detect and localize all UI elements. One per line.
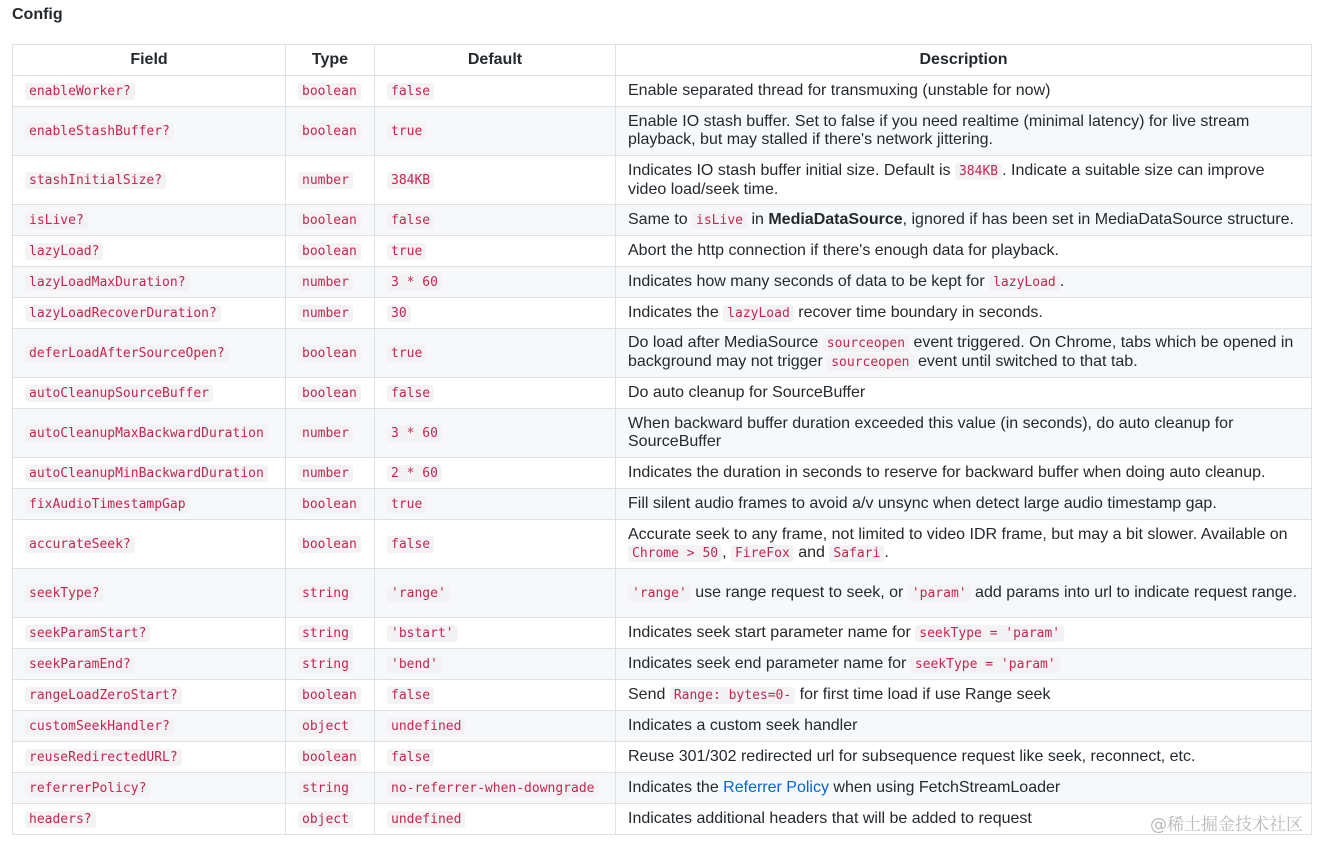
field-cell — [13, 520, 286, 569]
field-cell — [13, 804, 286, 835]
text-segment: Enable IO stash buffer. Set to false if you need realtime (minimal latency) for live stream playback, but may stalled if there's network jittering. — [628, 113, 1250, 148]
default-cell — [375, 267, 616, 298]
table-row — [13, 236, 1312, 267]
inline-code: lazyLoad — [723, 305, 794, 322]
field-cell — [13, 378, 286, 409]
description-text — [628, 113, 1249, 148]
field-code: stashInitialSize? — [25, 172, 166, 189]
field-cell — [13, 107, 286, 156]
description-cell — [616, 409, 1312, 458]
description-text — [628, 748, 1195, 765]
type-code: boolean — [298, 212, 361, 229]
field-cell — [13, 409, 286, 458]
field-code: deferLoadAfterSourceOpen? — [25, 345, 229, 362]
description-cell — [616, 649, 1312, 680]
type-code: boolean — [298, 385, 361, 402]
type-code: string — [298, 625, 353, 642]
default-code: false — [387, 687, 434, 704]
description-cell — [616, 378, 1312, 409]
text-segment: event until switched to that tab. — [913, 353, 1138, 370]
table-row — [13, 649, 1312, 680]
type-code: boolean — [298, 536, 361, 553]
inline-code: Safari — [829, 545, 884, 562]
text-segment: when using FetchStreamLoader — [828, 779, 1061, 796]
description-text — [628, 810, 1032, 827]
field-code: rangeLoadZeroStart? — [25, 687, 182, 704]
field-code: lazyLoadMaxDuration? — [25, 274, 190, 291]
field-cell — [13, 618, 286, 649]
default-cell — [375, 804, 616, 835]
description-cell — [616, 267, 1312, 298]
description-text — [628, 495, 1217, 512]
default-code: 384KB — [387, 172, 434, 189]
inline-code: 'param' — [908, 585, 971, 602]
type-code: number — [298, 425, 353, 442]
text-segment: Indicates additional headers that will be added to request — [628, 810, 1032, 827]
type-code: string — [298, 780, 353, 797]
table-row — [13, 205, 1312, 236]
default-code: true — [387, 496, 426, 513]
default-cell — [375, 107, 616, 156]
text-segment: Abort the http connection if there's enough data for playback. — [628, 242, 1059, 259]
table-row — [13, 711, 1312, 742]
default-code: 2 * 60 — [387, 465, 442, 482]
default-cell — [375, 329, 616, 378]
table-row — [13, 107, 1312, 156]
text-segment: use range request to seek, or — [690, 583, 908, 601]
description-text — [628, 162, 1264, 198]
table-row — [13, 618, 1312, 649]
field-cell — [13, 649, 286, 680]
description-text — [628, 584, 1297, 601]
type-cell — [286, 378, 375, 409]
default-cell — [375, 489, 616, 520]
text-segment: Indicates seek start parameter name for — [628, 623, 916, 641]
text-segment: Do load after MediaSource — [628, 334, 823, 351]
type-cell — [286, 409, 375, 458]
description-text — [628, 686, 1050, 703]
field-code: autoCleanupMinBackwardDuration — [25, 465, 268, 482]
type-cell — [286, 236, 375, 267]
description-text — [628, 415, 1233, 450]
table-row — [13, 267, 1312, 298]
text-segment: . Indicate a suitable size can improve video load/seek time. — [628, 161, 1265, 198]
type-code: boolean — [298, 123, 361, 140]
inline-code: FireFox — [731, 545, 794, 562]
description-text — [628, 211, 1294, 228]
type-cell — [286, 329, 375, 378]
default-code: 30 — [387, 305, 411, 322]
field-cell — [13, 329, 286, 378]
field-code: reuseRedirectedURL? — [25, 749, 182, 766]
field-cell — [13, 76, 286, 107]
text-segment: Indicates how many seconds of data to be kept for — [628, 272, 990, 290]
table-row — [13, 458, 1312, 489]
description-cell — [616, 680, 1312, 711]
default-cell — [375, 649, 616, 680]
default-cell — [375, 205, 616, 236]
field-code: accurateSeek? — [25, 536, 135, 553]
description-cell — [616, 711, 1312, 742]
text-segment: , ignored if has been set in MediaDataSource structure. — [902, 210, 1294, 228]
type-code: string — [298, 585, 353, 602]
column-header-field: Field — [13, 45, 286, 76]
description-cell — [616, 618, 1312, 649]
default-cell — [375, 520, 616, 569]
inline-code: 384KB — [955, 163, 1002, 180]
field-code: fixAudioTimestampGap — [25, 496, 190, 513]
field-code: seekParamStart? — [25, 625, 150, 642]
text-segment: Same to — [628, 210, 693, 228]
inline-code: sourceopen — [827, 354, 913, 371]
inline-code: Range: bytes=0- — [670, 687, 795, 704]
default-cell — [375, 236, 616, 267]
field-cell — [13, 773, 286, 804]
field-code: lazyLoad? — [25, 243, 103, 260]
description-cell — [616, 298, 1312, 329]
type-code: boolean — [298, 687, 361, 704]
default-code: 'range' — [387, 585, 450, 602]
text-segment: Indicates the duration in seconds to reserve for backward buffer when doing auto cleanup. — [628, 464, 1266, 481]
type-code: boolean — [298, 749, 361, 766]
text-segment: , — [722, 543, 731, 561]
column-header-description: Description — [616, 45, 1312, 76]
default-code: undefined — [387, 718, 465, 735]
field-cell — [13, 489, 286, 520]
text-segment: Indicates a custom seek handler — [628, 717, 858, 734]
table-row — [13, 76, 1312, 107]
default-cell — [375, 298, 616, 329]
default-cell — [375, 569, 616, 618]
type-cell — [286, 569, 375, 618]
field-cell — [13, 569, 286, 618]
text-segment: Reuse 301/302 redirected url for subsequence request like seek, reconnect, etc. — [628, 748, 1196, 765]
description-text — [628, 526, 1288, 561]
table-row — [13, 804, 1312, 835]
type-cell — [286, 298, 375, 329]
default-cell — [375, 409, 616, 458]
field-code: autoCleanupSourceBuffer — [25, 385, 213, 402]
table-row — [13, 409, 1312, 458]
type-cell — [286, 156, 375, 205]
description-text — [628, 717, 857, 734]
description-text — [628, 655, 1060, 672]
field-cell — [13, 680, 286, 711]
field-cell — [13, 458, 286, 489]
type-cell — [286, 680, 375, 711]
text-segment: event triggered. On Chrome, tabs which be opened in background may not trigger — [628, 334, 1294, 370]
text-segment: add params into url to indicate request range. — [970, 583, 1298, 601]
default-code: false — [387, 536, 434, 553]
type-code: number — [298, 305, 353, 322]
table-row — [13, 569, 1312, 618]
type-cell — [286, 489, 375, 520]
table-row — [13, 378, 1312, 409]
description-cell — [616, 329, 1312, 378]
description-text — [628, 334, 1293, 370]
default-code: true — [387, 243, 426, 260]
text-segment: Do auto cleanup for SourceBuffer — [628, 384, 866, 401]
table-row — [13, 773, 1312, 804]
description-text — [628, 82, 1050, 99]
inline-code: lazyLoad — [989, 274, 1060, 291]
text-segment: Indicates the — [628, 303, 724, 321]
default-cell — [375, 156, 616, 205]
table-row — [13, 489, 1312, 520]
field-code: referrerPolicy? — [25, 780, 150, 797]
field-cell — [13, 298, 286, 329]
field-code: autoCleanupMaxBackwardDuration — [25, 425, 268, 442]
watermark: @稀土掘金技术社区 — [1150, 815, 1303, 835]
description-cell — [616, 156, 1312, 205]
default-code: false — [387, 83, 434, 100]
default-code: 3 * 60 — [387, 274, 442, 291]
table-row — [13, 298, 1312, 329]
text-segment: Fill silent audio frames to avoid a/v unsync when detect large audio timestamp gap. — [628, 495, 1217, 512]
description-cell — [616, 76, 1312, 107]
field-code: lazyLoadRecoverDuration? — [25, 305, 221, 322]
type-cell — [286, 458, 375, 489]
default-cell — [375, 618, 616, 649]
type-code: object — [298, 718, 353, 735]
field-cell — [13, 236, 286, 267]
type-code: number — [298, 172, 353, 189]
default-cell — [375, 458, 616, 489]
type-code: boolean — [298, 345, 361, 362]
default-cell — [375, 773, 616, 804]
inline-code: Chrome > 50 — [628, 545, 722, 562]
referrer-policy-link[interactable]: Referrer Policy — [723, 779, 829, 796]
default-cell — [375, 742, 616, 773]
column-header-default: Default — [375, 45, 616, 76]
text-segment: and — [793, 543, 830, 561]
text-segment: . — [1059, 272, 1065, 290]
default-code: 3 * 60 — [387, 425, 442, 442]
inline-code: 'range' — [628, 585, 691, 602]
type-cell — [286, 107, 375, 156]
type-cell — [286, 773, 375, 804]
text-segment: When backward buffer duration exceeded this value (in seconds), do auto cleanup for SourceBuffer — [628, 415, 1234, 450]
description-cell — [616, 569, 1312, 618]
type-code: number — [298, 465, 353, 482]
field-cell — [13, 711, 286, 742]
text-segment: in — [747, 210, 769, 228]
default-code: 'bstart' — [387, 625, 458, 642]
description-cell — [616, 773, 1312, 804]
type-cell — [286, 205, 375, 236]
description-text — [628, 384, 865, 401]
type-code: boolean — [298, 83, 361, 100]
description-cell — [616, 742, 1312, 773]
description-cell — [616, 205, 1312, 236]
type-cell — [286, 267, 375, 298]
page-title: Config — [12, 6, 63, 23]
field-code: headers? — [25, 811, 96, 828]
default-code: undefined — [387, 811, 465, 828]
field-code: seekType? — [25, 585, 103, 602]
type-cell — [286, 742, 375, 773]
text-segment: Enable separated thread for transmuxing (unstable for now) — [628, 82, 1051, 99]
type-code: number — [298, 274, 353, 291]
description-cell — [616, 520, 1312, 569]
default-cell — [375, 680, 616, 711]
type-cell — [286, 649, 375, 680]
text-segment: Accurate seek to any frame, not limited to video IDR frame, but may a bit slower. Available on — [628, 525, 1288, 543]
type-code: boolean — [298, 243, 361, 260]
text-segment: Indicates IO stash buffer initial size. Default is — [628, 161, 955, 179]
table-header-row — [13, 45, 1312, 76]
text-segment: Send — [628, 685, 670, 703]
table-row — [13, 680, 1312, 711]
field-code: enableStashBuffer? — [25, 123, 174, 140]
field-cell — [13, 267, 286, 298]
type-cell — [286, 804, 375, 835]
field-code: isLive? — [25, 212, 88, 229]
text-segment: . — [884, 543, 889, 561]
type-cell — [286, 520, 375, 569]
field-cell — [13, 205, 286, 236]
type-cell — [286, 76, 375, 107]
type-cell — [286, 711, 375, 742]
description-text — [628, 779, 1060, 796]
field-cell — [13, 156, 286, 205]
default-code: no-referrer-when-downgrade — [387, 780, 599, 797]
field-code: seekParamEnd? — [25, 656, 135, 673]
table-row — [13, 329, 1312, 378]
field-code: enableWorker? — [25, 83, 135, 100]
description-text — [628, 464, 1265, 481]
description-text — [628, 304, 1043, 321]
table-row — [13, 520, 1312, 569]
bold-text: MediaDataSource — [768, 210, 903, 228]
description-text — [628, 242, 1059, 259]
default-cell — [375, 76, 616, 107]
description-cell — [616, 489, 1312, 520]
inline-code: seekType = 'param' — [915, 625, 1064, 642]
inline-code: isLive — [692, 212, 747, 229]
description-text — [628, 624, 1064, 641]
inline-code: sourceopen — [823, 335, 909, 352]
text-segment: for first time load if use Range seek — [795, 685, 1051, 703]
column-header-type: Type — [286, 45, 375, 76]
description-cell — [616, 236, 1312, 267]
text-segment: Indicates seek end parameter name for — [628, 654, 911, 672]
description-cell — [616, 107, 1312, 156]
type-code: boolean — [298, 496, 361, 513]
default-code: false — [387, 385, 434, 402]
default-code: true — [387, 123, 426, 140]
default-cell — [375, 378, 616, 409]
type-code: string — [298, 656, 353, 673]
table-body — [13, 76, 1312, 835]
type-code: object — [298, 811, 353, 828]
inline-code: seekType = 'param' — [911, 656, 1060, 673]
config-table — [12, 44, 1312, 835]
default-code: 'bend' — [387, 656, 442, 673]
text-segment: Indicates the — [628, 779, 724, 796]
type-cell — [286, 618, 375, 649]
default-code: false — [387, 212, 434, 229]
text-segment: recover time boundary in seconds. — [793, 303, 1043, 321]
default-cell — [375, 711, 616, 742]
field-cell — [13, 742, 286, 773]
default-code: false — [387, 749, 434, 766]
table-row — [13, 742, 1312, 773]
default-code: true — [387, 345, 426, 362]
field-code: customSeekHandler? — [25, 718, 174, 735]
description-cell — [616, 458, 1312, 489]
description-text — [628, 273, 1064, 290]
table-row — [13, 156, 1312, 205]
